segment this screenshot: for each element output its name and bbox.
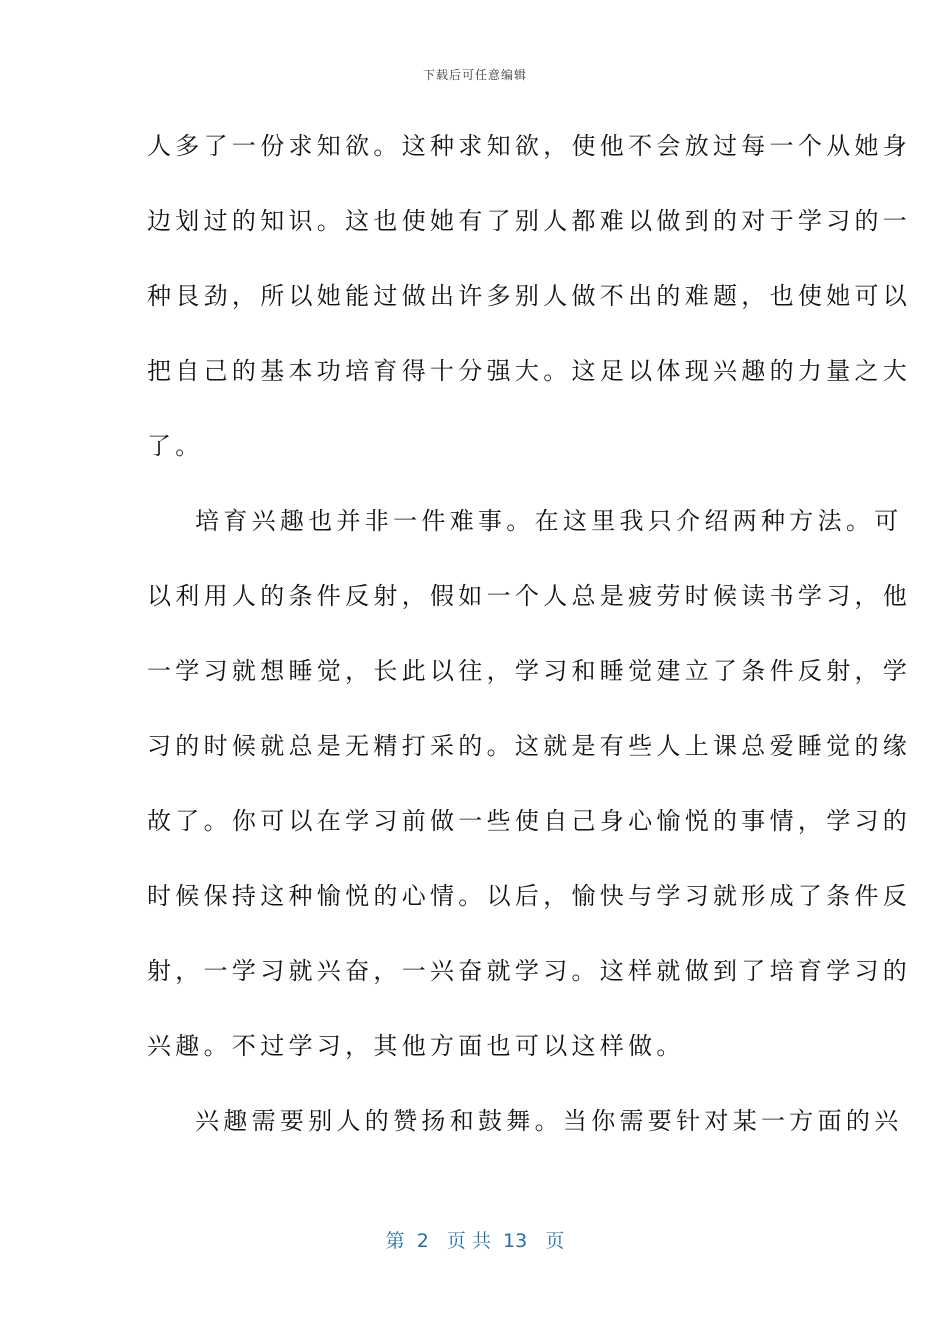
text-line: 习的时候就总是无精打采的。这就是有些人上课总爱睡觉的缘 (147, 732, 912, 760)
page-number: 第 2 页 共 13 页 (385, 1230, 565, 1252)
text-line: 培育兴趣也并非一件难事。在这里我只介绍两种方法。可 (195, 507, 903, 535)
text-line: 种艮劲，所以她能过做出许多别人做不出的难题，也使她可以 (147, 282, 912, 310)
text-line: 把自己的基本功培育得十分强大。这足以体现兴趣的力量之大 (147, 357, 912, 385)
text-line: 人多了一份求知欲。这种求知欲，使他不会放过每一个从她身 (147, 132, 912, 160)
text-line: 一学习就想睡觉，长此以往，学习和睡觉建立了条件反射，学 (147, 657, 912, 685)
text-line: 了。 (147, 432, 204, 460)
text-line: 兴趣需要别人的赞扬和鼓舞。当你需要针对某一方面的兴 (195, 1107, 903, 1135)
document-body (147, 120, 912, 1170)
text-line: 射，一学习就兴奋，一兴奋就学习。这样就做到了培育学习的 (147, 957, 912, 985)
header-note: 下载后可任意编辑 (422, 68, 527, 82)
text-line: 时候保持这种愉悦的心情。以后，愉快与学习就形成了条件反 (147, 882, 912, 910)
text-line: 以利用人的条件反射，假如一个人总是疲劳时候读书学习，他 (147, 582, 912, 610)
text-line: 故了。你可以在学习前做一些使自己身心愉悦的事情，学习的 (147, 807, 912, 835)
text-line: 兴趣。不过学习，其他方面也可以这样做。 (147, 1032, 685, 1060)
text-line: 边划过的知识。这也使她有了别人都难以做到的对于学习的一 (147, 207, 912, 235)
